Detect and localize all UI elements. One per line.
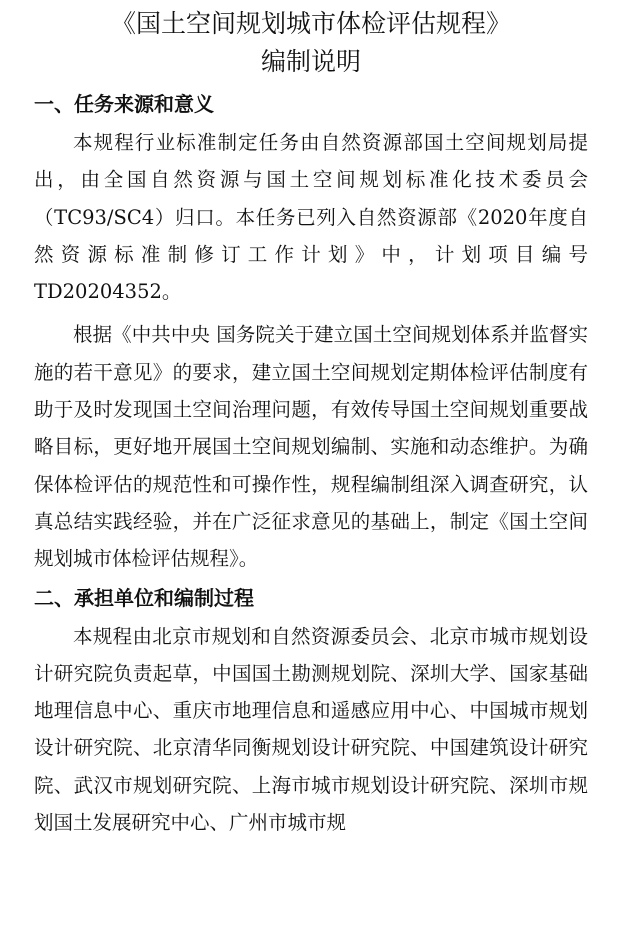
document-title: 《国土空间规划城市体检评估规程》 (110, 9, 511, 38)
section-heading: 一、任务来源和意义 (34, 92, 214, 116)
section-task-source (34, 88, 588, 578)
document-subtitle: 编制说明 (260, 47, 361, 76)
paragraph: 根据《中共中央 国务院关于建立国土空间规划体系并监督实施的若干意见》的要求，建立国土空间规划定期体检评估制度有助于及时发现国土空间治理问题，有效传导国土空间规划重要战略目标，更好地开展国土空间规划编制、实施和动态维护。为确保体检评估的规范性和可操作性，规程编制组深入调查研究，认真总结实践经验，并在广泛征求意见的基础上，制定《国土空间规划城市体检评估规程》。 (34, 323, 588, 571)
section-units-and-process (34, 582, 588, 842)
paragraph: 本规程由北京市规划和自然资源委员会、北京市城市规划设计研究院负责起草，中国国土勘测规划院、深圳大学、国家基础地理信息中心、重庆市地理信息和遥感应用中心、中国城市规划设计研究院、北京清华同衡规划设计研究院、中国建筑设计研究院、武汉市规划研究院、上海市城市规划设计研究院、深圳市规划国土发展研究中心、广州市城市规 (34, 624, 588, 835)
paragraph: 本规程行业标准制定任务由自然资源部国土空间规划局提出，由全国自然资源与国土空间规划标准化技术委员会（TC93/SC4）归口。本任务已列入自然资源部《2020年度自然资源标准制修订工作计划》中，计划项目编号TD20204352。 (34, 131, 588, 304)
section-heading: 二、承担单位和编制过程 (34, 585, 254, 610)
